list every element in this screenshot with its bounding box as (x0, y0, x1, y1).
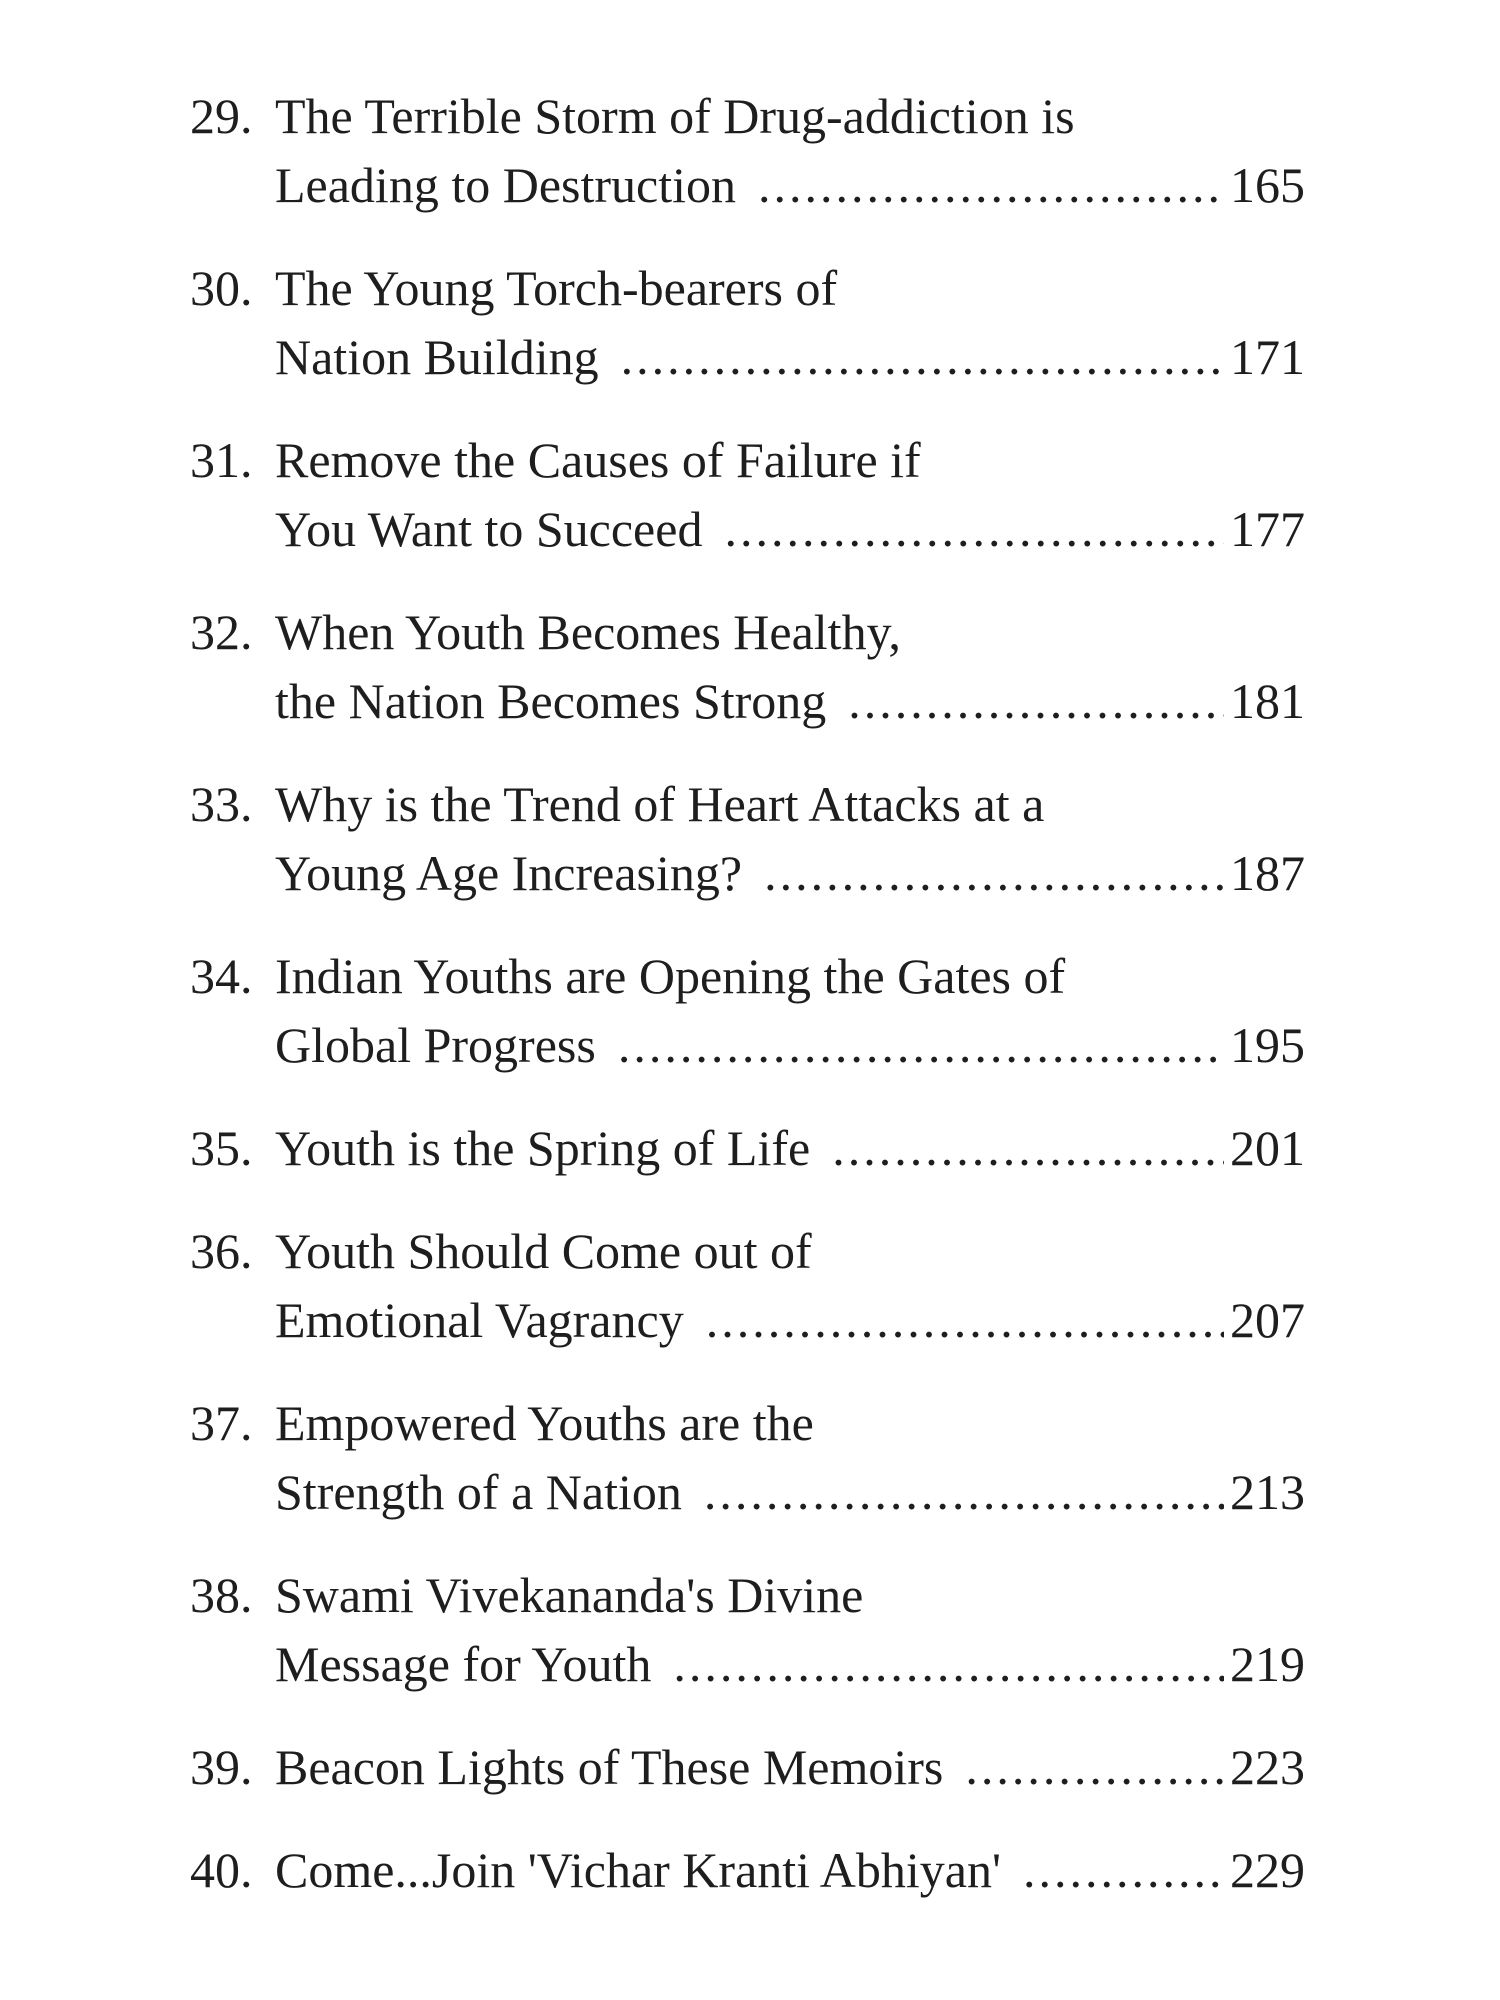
entry-title-line: the Nation Becomes Strong (275, 673, 827, 729)
entry-title (275, 1836, 1305, 1905)
entry-number: 34. (190, 948, 253, 1004)
entry-title-line: Swami Vivekananda's Divine (275, 1567, 864, 1623)
entry-title (275, 598, 1305, 736)
page-number: 187 (1230, 845, 1305, 901)
entry-title-line: The Young Torch-bearers of (275, 260, 838, 316)
entry-title-line: Young Age Increasing? (275, 845, 743, 901)
entry-title-line: Remove the Causes of Failure if (275, 432, 921, 488)
entry-title-line: Beacon Lights of These Memoirs (275, 1739, 944, 1795)
dot-leader (673, 1630, 1224, 1699)
entry-title-line: Youth is the Spring of Life (275, 1120, 811, 1176)
entry-title-line: You Want to Succeed (275, 501, 703, 557)
page-number: 171 (1230, 329, 1305, 385)
page-number: 177 (1230, 501, 1305, 557)
dot-leader (1023, 1836, 1224, 1905)
entry-title-line: Leading to Destruction (275, 157, 736, 213)
dot-leader (621, 323, 1224, 392)
table-of-contents (190, 82, 1305, 1939)
dot-leader (724, 495, 1224, 564)
toc-entry-35 (190, 1114, 1305, 1183)
page-number: 201 (1230, 1120, 1305, 1176)
toc-entry-38 (190, 1561, 1305, 1699)
entry-title (275, 1114, 1305, 1183)
entry-title-line: Strength of a Nation (275, 1464, 682, 1520)
dot-leader (764, 839, 1224, 908)
toc-entry-34 (190, 942, 1305, 1080)
page-number: 165 (1230, 157, 1305, 213)
entry-title (275, 1217, 1305, 1355)
page-number: 219 (1230, 1636, 1305, 1692)
toc-entry-31 (190, 426, 1305, 564)
entry-title-line: Youth Should Come out of (275, 1223, 812, 1279)
entry-title-line: Empowered Youths are the (275, 1395, 814, 1451)
dot-leader (848, 667, 1224, 736)
entry-title (275, 770, 1305, 908)
entry-number: 35. (190, 1120, 253, 1176)
entry-title (275, 426, 1305, 564)
entry-title (275, 82, 1305, 220)
dot-leader (758, 151, 1224, 220)
entry-title-line: Come...Join 'Vichar Kranti Abhiyan' (275, 1842, 1002, 1898)
entry-title-line: Nation Building (275, 329, 599, 385)
entry-title (275, 254, 1305, 392)
page-number: 207 (1230, 1292, 1305, 1348)
entry-number: 40. (190, 1842, 253, 1898)
entry-number: 33. (190, 776, 253, 832)
entry-number: 31. (190, 432, 253, 488)
entry-title (275, 1389, 1305, 1527)
entry-number: 36. (190, 1223, 253, 1279)
dot-leader (832, 1114, 1224, 1183)
entry-title (275, 942, 1305, 1080)
page-number: 195 (1230, 1017, 1305, 1073)
entry-number: 37. (190, 1395, 253, 1451)
entry-title-line: The Terrible Storm of Drug-addiction is (275, 88, 1075, 144)
dot-leader (965, 1733, 1224, 1802)
entry-title (275, 1561, 1305, 1699)
entry-number: 30. (190, 260, 253, 316)
page-number: 229 (1230, 1842, 1305, 1898)
page-number: 181 (1230, 673, 1305, 729)
entry-title-line: Message for Youth (275, 1636, 652, 1692)
entry-number: 38. (190, 1567, 253, 1623)
entry-title-line: Why is the Trend of Heart Attacks at a (275, 776, 1045, 832)
toc-entry-30 (190, 254, 1305, 392)
entry-number: 39. (190, 1739, 253, 1795)
toc-entry-32 (190, 598, 1305, 736)
toc-entry-36 (190, 1217, 1305, 1355)
page-number: 223 (1230, 1739, 1305, 1795)
toc-entry-39 (190, 1733, 1305, 1802)
entry-title-line: Indian Youths are Opening the Gates of (275, 948, 1066, 1004)
entry-title-line: Global Progress (275, 1017, 596, 1073)
entry-title (275, 1733, 1305, 1802)
toc-entry-29 (190, 82, 1305, 220)
entry-number: 29. (190, 88, 253, 144)
dot-leader (704, 1458, 1224, 1527)
toc-entry-33 (190, 770, 1305, 908)
entry-title-line: When Youth Becomes Healthy, (275, 604, 901, 660)
dot-leader (618, 1011, 1224, 1080)
page-number: 213 (1230, 1464, 1305, 1520)
entry-number: 32. (190, 604, 253, 660)
toc-entry-37 (190, 1389, 1305, 1527)
dot-leader (706, 1286, 1224, 1355)
entry-title-line: Emotional Vagrancy (275, 1292, 684, 1348)
toc-entry-40 (190, 1836, 1305, 1905)
